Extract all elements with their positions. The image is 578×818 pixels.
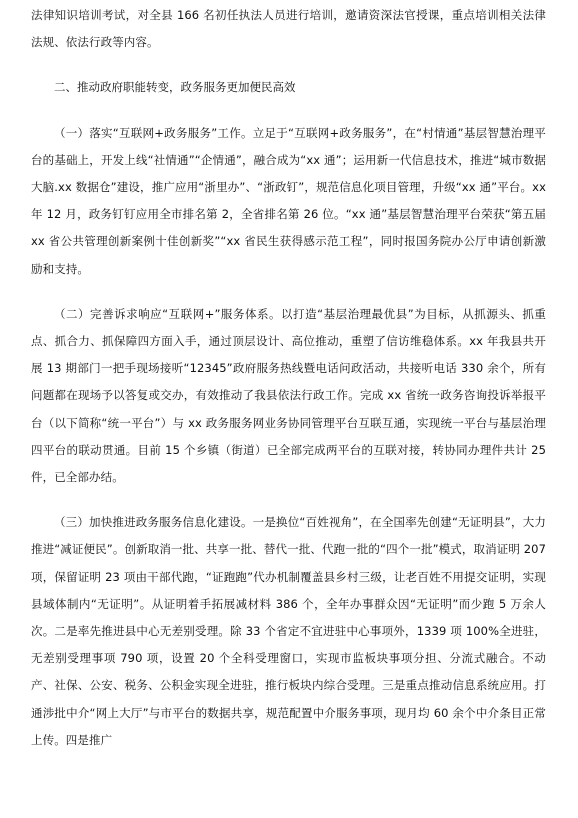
paragraph-gap [31, 56, 546, 74]
paragraph-gap [31, 102, 546, 120]
paragraph-subsection-3: （三）加快推进政务服务信息化建设。一是换位“百姓视角”，在全国率先创建“无证明县”，大力推进“减证便民”。创新取消一批、共享一批、替代一批、代跑一批的“四个一批”模式，取消证明 207 项，保留证明 23 项由干部代跑，“证跑跑”代办机制覆盖县乡村三级，让老百姓不用提交证明，实现县域体制内“无证明”。从证明着手拓展减材料 386 个，全年办事群众因“无证明”而少跑 5 万余人次。二是率先推进县中心无差别受理。除 33 个省定不宜进驻中心事项外，1339 项 100%全进驻，无差别受理事项 790 项，设置 20 个全科受理窗口，实现市监板块事项分担、分流式融合。不动产、社保、公安、税务、公积金实现全进驻，推行板块内综合受理。三是重点推动信息系统应用。打通涉批中介“网上大厅”与市平台的数据共享，规范配置中介服务事项，现月均 60 余个中介条目正常上传。四是推广 [31, 515, 546, 747]
paragraph-gap [31, 491, 546, 509]
paragraph-subsection-1: （一）落实“互联网+政务服务”工作。立足于“互联网+政务服务”，在“村情通”基层智慧治理平台的基础上，开发上线“社情通”“企情通”，融合成为“xx 通”；运用新一代信息技术，推进“城市数据大脑.xx 数据仓”建设，推广应用“浙里办”、“浙政钉”，规范信息化项目管理，升级“xx 通”平台。xx 年 12 月，政务钉钉应用全市排名第 2，全省排名第 26 位。“xx 通”基层智慧治理平台荣获“第五届 xx 省公共管理创新案例十佳创新奖”“xx 省民生获得感示范工程”，同时报国务院办公厅申请创新激励和支持。 [31, 125, 546, 276]
paragraph-subsection-2: （二）完善诉求响应“互联网+”服务体系。以打造“基层治理最优县”为目标，从抓源头、抓重点、抓合力、抓保障四方面入手，通过顶层设计、高位推动，重塑了信访维稳体系。xx 年我县共开展 13 期部门一把手现场接听“12345”政府服务热线暨电话问政活动，共接听电话 330 余个，所有问题都在现场予以答复或交办，有效推动了我县依法行政工作。完成 xx 省统一政务咨询投诉举报平台（以下简称“统一平台”）与 xx 政务服务网业务协同管理平台互联互通，实现统一平台与基层治理四平台的联动贯通。目前 15 个乡镇（街道）已全部完成两平台的互联对接，转协同办理件共计 25 件，已全部办结。 [31, 306, 546, 485]
paragraph-gap [31, 283, 546, 301]
paragraph-continuation: 法律知识培训考试，对全县 166 名初任执法人员进行培训，邀请资深法官授课，重点培训相关法律法规、依法行政等内容。 [31, 8, 546, 50]
section-heading: 二、推动政府职能转变，政务服务更加便民高效 [54, 80, 296, 95]
